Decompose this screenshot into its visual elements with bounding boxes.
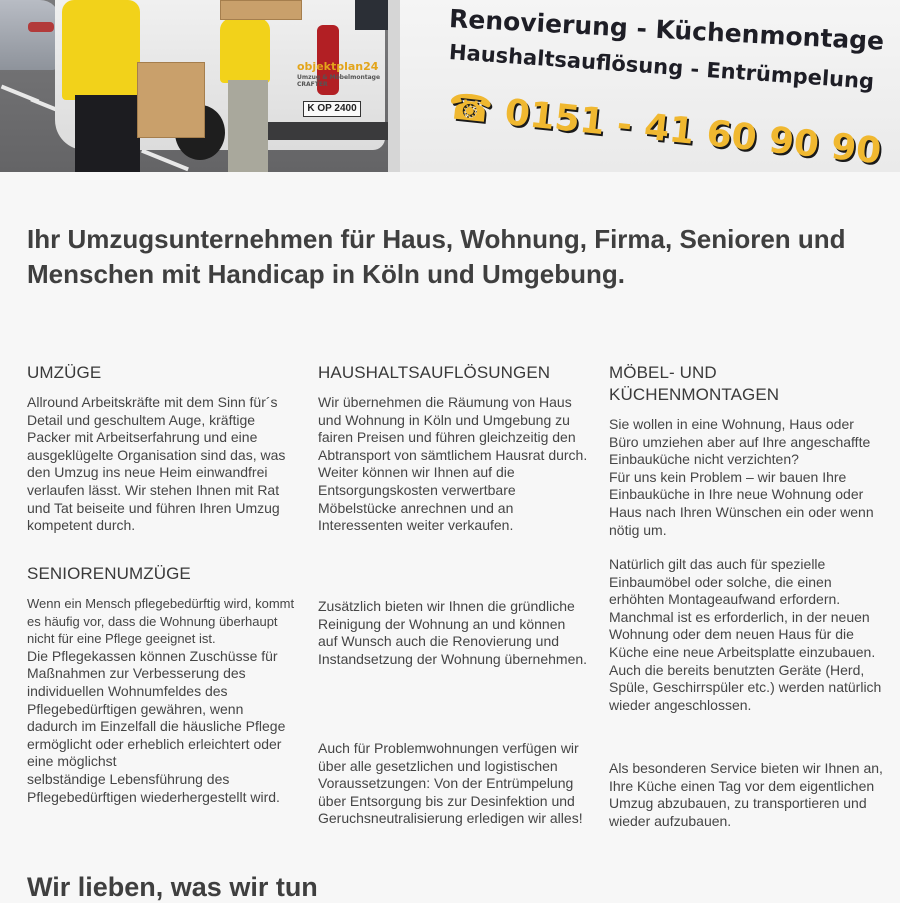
service-moebelmontagen-cont2 [609, 760, 884, 830]
hero-image [0, 0, 900, 172]
service-title: SENIORENUMZÜGE [27, 564, 191, 583]
service-moebelmontagen-cont [609, 556, 884, 714]
service-text: Zusätzlich bieten wir Ihnen die gründliche Reinigung der Wohnung an und können auf Wunsch auch die Renovierung und Instandsetzung der Wohnung übernehmen. [318, 598, 588, 667]
service-intro: Wenn ein Mensch pflegebedürftig wird, kommt es häufig vor, dass die Wohnung überhaupt nicht für eine Pflege geeignet ist. [27, 596, 295, 647]
service-moebelmontagen [609, 362, 884, 539]
service-text: Natürlich gilt das auch für spezielle Einbaumöbel oder solche, die einen erhöhten Montageaufwand erfordern. [609, 556, 841, 608]
license-plate: K OP 2400 [303, 101, 361, 117]
service-text: selbständige Lebensführung des Pflegebedürftigen wiederhergestellt wird. [27, 770, 280, 805]
truck-phone-number: ☎ 0151 - 41 60 90 90 [445, 86, 884, 172]
service-text: Weiter können wir Ihnen auf die Entsorgungskosten verwertbare Möbelstücke anrechnen und an Interessenten weiter verkaufen. [318, 464, 516, 534]
service-text: Sie wollen in eine Wohnung, Haus oder Büro umziehen aber auf Ihre angeschaffte Einbauküche nicht verzichten? [609, 416, 871, 468]
service-text: Allround Arbeitskräfte mit dem Sinn für´s Detail und geschultem Auge, kräftige Packer mit Arbeitserfahrung und eine ausgeklügelte Organisation sind das, was den Umzug ins neue Heim einwandfrei verlaufen lässt. Wir stehen Ihnen mit Rat und Tat beiseite und führen Ihren Umzug kompetent durch. [27, 394, 286, 534]
truck-edge [388, 0, 400, 172]
service-haushaltsaufloesungen-cont2 [318, 740, 588, 828]
service-text: Wir übernehmen die Räumung von Haus und Wohnung in Köln und Umgebung zu fairen Preisen und führen gleichzeitig den Abtransport von sämtlichem Hausrat durch. [318, 394, 588, 463]
service-title: HAUSHALTSAUFLÖSUNGEN [318, 363, 551, 382]
van-subtitle: Umzug & Möbelmontage CRAFTER [297, 74, 381, 88]
truck-text-services: Renovierung - Küchenmontage [448, 4, 885, 56]
service-haushaltsaufloesungen-cont [318, 598, 588, 668]
service-text: Auch die bereits benutzten Geräte (Herd, Spüle, Geschirrspüler etc.) werden natürlich wieder angeschlossen. [609, 661, 882, 713]
worker-shirt [62, 0, 140, 100]
section-heading: Wir lieben, was wir tun [27, 872, 318, 902]
service-title: UMZÜGE [27, 363, 102, 382]
service-text: Als besonderen Service bieten wir Ihnen an, Ihre Küche einen Tag vor dem eigentlichen Umzug abzubauen, zu transportieren und wieder aufzubauen. [609, 760, 883, 829]
service-text: Für uns kein Problem – wir bauen Ihre Einbauküche in Ihre neue Wohnung oder Haus nach Ihren Wünschen ein oder wenn nötig um. [609, 468, 874, 538]
service-haushaltsaufloesungen [318, 362, 588, 535]
worker-pants [75, 95, 140, 172]
service-text: Auch für Problemwohnungen verfügen wir über alle gesetzlichen und logistischen Voraussetzungen: Von der Entrümpelung über Entsorgung bis zur Desinfektion und Geruchsneutralisierung erledigen wir alles! [318, 740, 583, 827]
truck-text-services-2: Haushaltsauflösung - Entrümpelung [448, 40, 875, 94]
service-seniorenumzuege [27, 563, 297, 806]
parked-car [0, 0, 60, 70]
moving-box [137, 62, 205, 138]
service-umzuege [27, 362, 297, 535]
service-title: MÖBEL- UND KÜCHENMONTAGEN [609, 363, 780, 404]
moving-box [220, 0, 302, 20]
page-headline: Ihr Umzugsunternehmen für Haus, Wohnung, Firma, Senioren und Menschen mit Handicap in Köln und Umgebung. [27, 224, 846, 289]
worker-shirt [220, 18, 270, 83]
service-text: Die Pflegekassen können Zuschüsse für Maßnahmen zur Verbesserung des individuellen Wohnumfeldes des Pflegebedürftigen gewähren, wenn dadurch im Einzelfall die häusliche Pflege ermöglicht oder erheblich erleichtert oder eine möglichst [27, 647, 286, 770]
service-text: Manchmal ist es erforderlich, in der neuen Wohnung oder dem neuen Haus für die Küche eine neue Arbeitsplatte einzubauen. [609, 608, 876, 660]
worker-pants [228, 80, 268, 172]
van-logo: objektplan24 [297, 60, 379, 73]
